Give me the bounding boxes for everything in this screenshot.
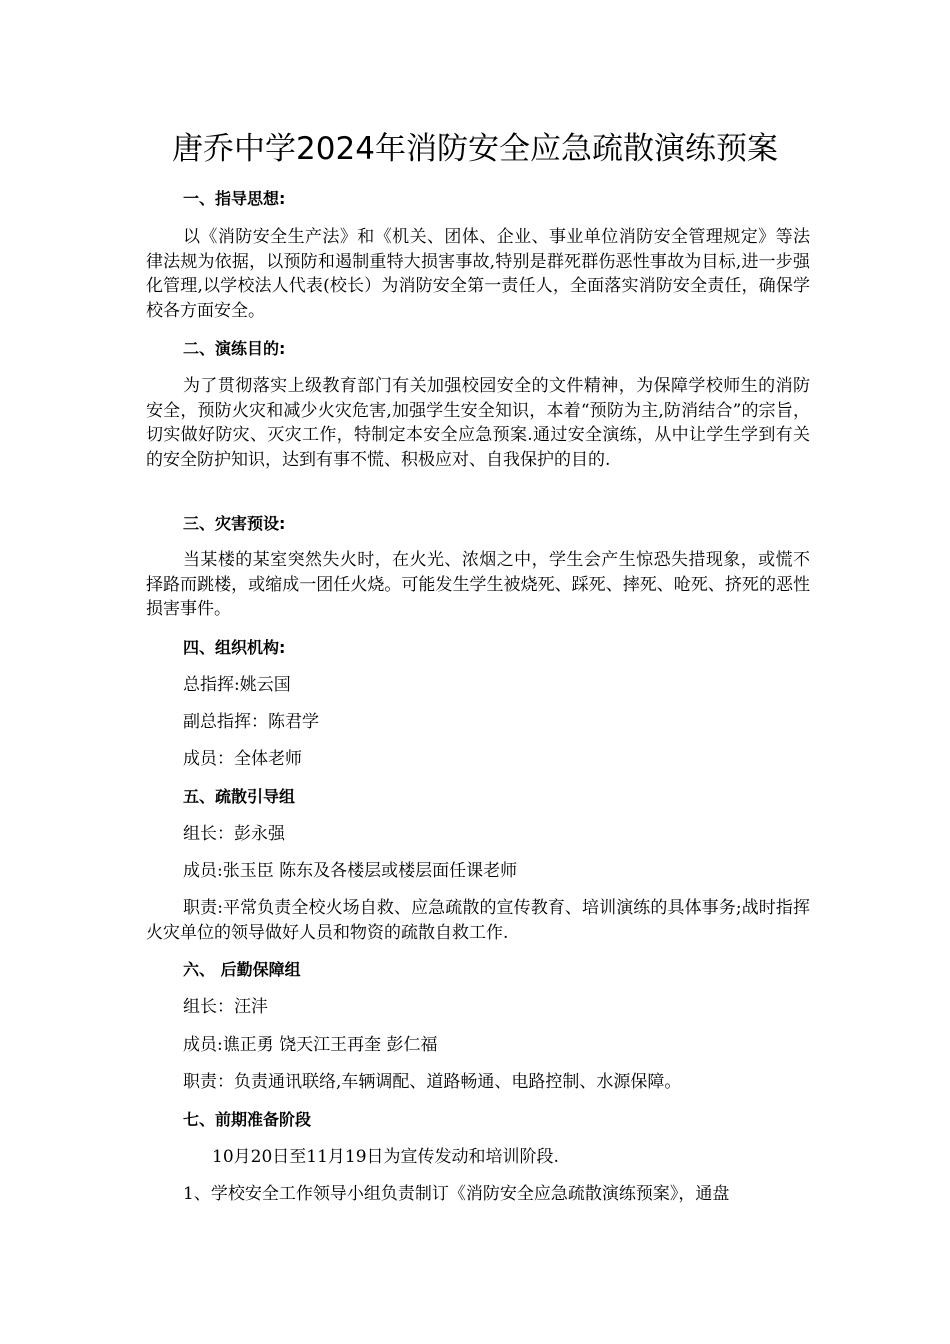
section-heading-preparation-stage: 七、前期准备阶段 — [183, 1110, 312, 1129]
members-line: 成员：全体老师 — [183, 749, 302, 769]
section-paragraph-drill-purpose: 为了贯彻落实上级教育部门有关加强校园安全的文件精神，为保障学校师生的消防安全，预防火灾和减少火灾危害,加强学生安全知识，本着“预防为主,防消结合”的宗旨，切实做好防灾、灭灾工作，特制定本安全应急预案.通过安全演练，从中让学生学到有关的安全防护知识，达到有事不慌、积极应对、自我保护的目的. — [146, 376, 810, 470]
section-heading-organization: 四、组织机构: — [183, 638, 286, 657]
evacuation-group-duties: 职责:平常负责全校火场自救、应急疏散的宣传教育、培训演练的具体事务;战时指挥火灾单位的领导做好人员和物资的疏散自救工作. — [146, 898, 810, 943]
section-heading-logistics-group: 六、 后勤保障组 — [183, 960, 301, 979]
evacuation-group-members: 成员:张玉臣 陈东及各楼层或楼层面任课老师 — [183, 861, 518, 881]
deputy-commander-line: 副总指挥：陈君学 — [183, 712, 319, 732]
section-heading-guiding-ideology: 一、指导思想: — [183, 189, 286, 208]
preparation-date-range: 10月20日至11月19日为宣传发动和培训阶段. — [212, 1147, 559, 1167]
section-heading-disaster-scenario: 三、灾害预设: — [183, 514, 286, 533]
logistics-group-duties: 职责：负责通讯联络,车辆调配、道路畅通、电路控制、水源保障。 — [183, 1072, 682, 1092]
commander-line: 总指挥:姚云国 — [183, 675, 291, 695]
document-title: 唐乔中学2024年消防安全应急疏散演练预案 — [172, 131, 778, 167]
section-paragraph-guiding-ideology: 以《消防安全生产法》和《机关、团体、企业、事业单位消防安全管理规定》等法律法规为依据，以预防和遏制重特大损害事故,特别是群死群伤恶性事故为目标,进一步强化管理,以学校法人代表(校长）为消防安全第一责任人，全面落实消防安全责任，确保学校各方面安全。 — [146, 227, 810, 321]
section-heading-evacuation-group: 五、疏散引导组 — [183, 787, 296, 806]
section-paragraph-disaster-scenario: 当某楼的某室突然失火时，在火光、浓烟之中，学生会产生惊恐失措现象，或慌不择路而跳楼，或缩成一团任火烧。可能发生学生被烧死、踩死、摔死、呛死、挤死的恶性损害事件。 — [146, 550, 810, 619]
logistics-group-members: 成员:谯正勇 饶天江王再奎 彭仁福 — [183, 1035, 438, 1055]
section-heading-drill-purpose: 二、演练目的: — [183, 339, 286, 358]
preparation-item-1: 1、学校安全工作领导小组负责制订《消防安全应急疏散演练预案》，通盘 — [183, 1184, 730, 1204]
logistics-group-leader: 组长：汪沣 — [183, 997, 268, 1017]
evacuation-group-leader: 组长：彭永强 — [183, 824, 285, 844]
